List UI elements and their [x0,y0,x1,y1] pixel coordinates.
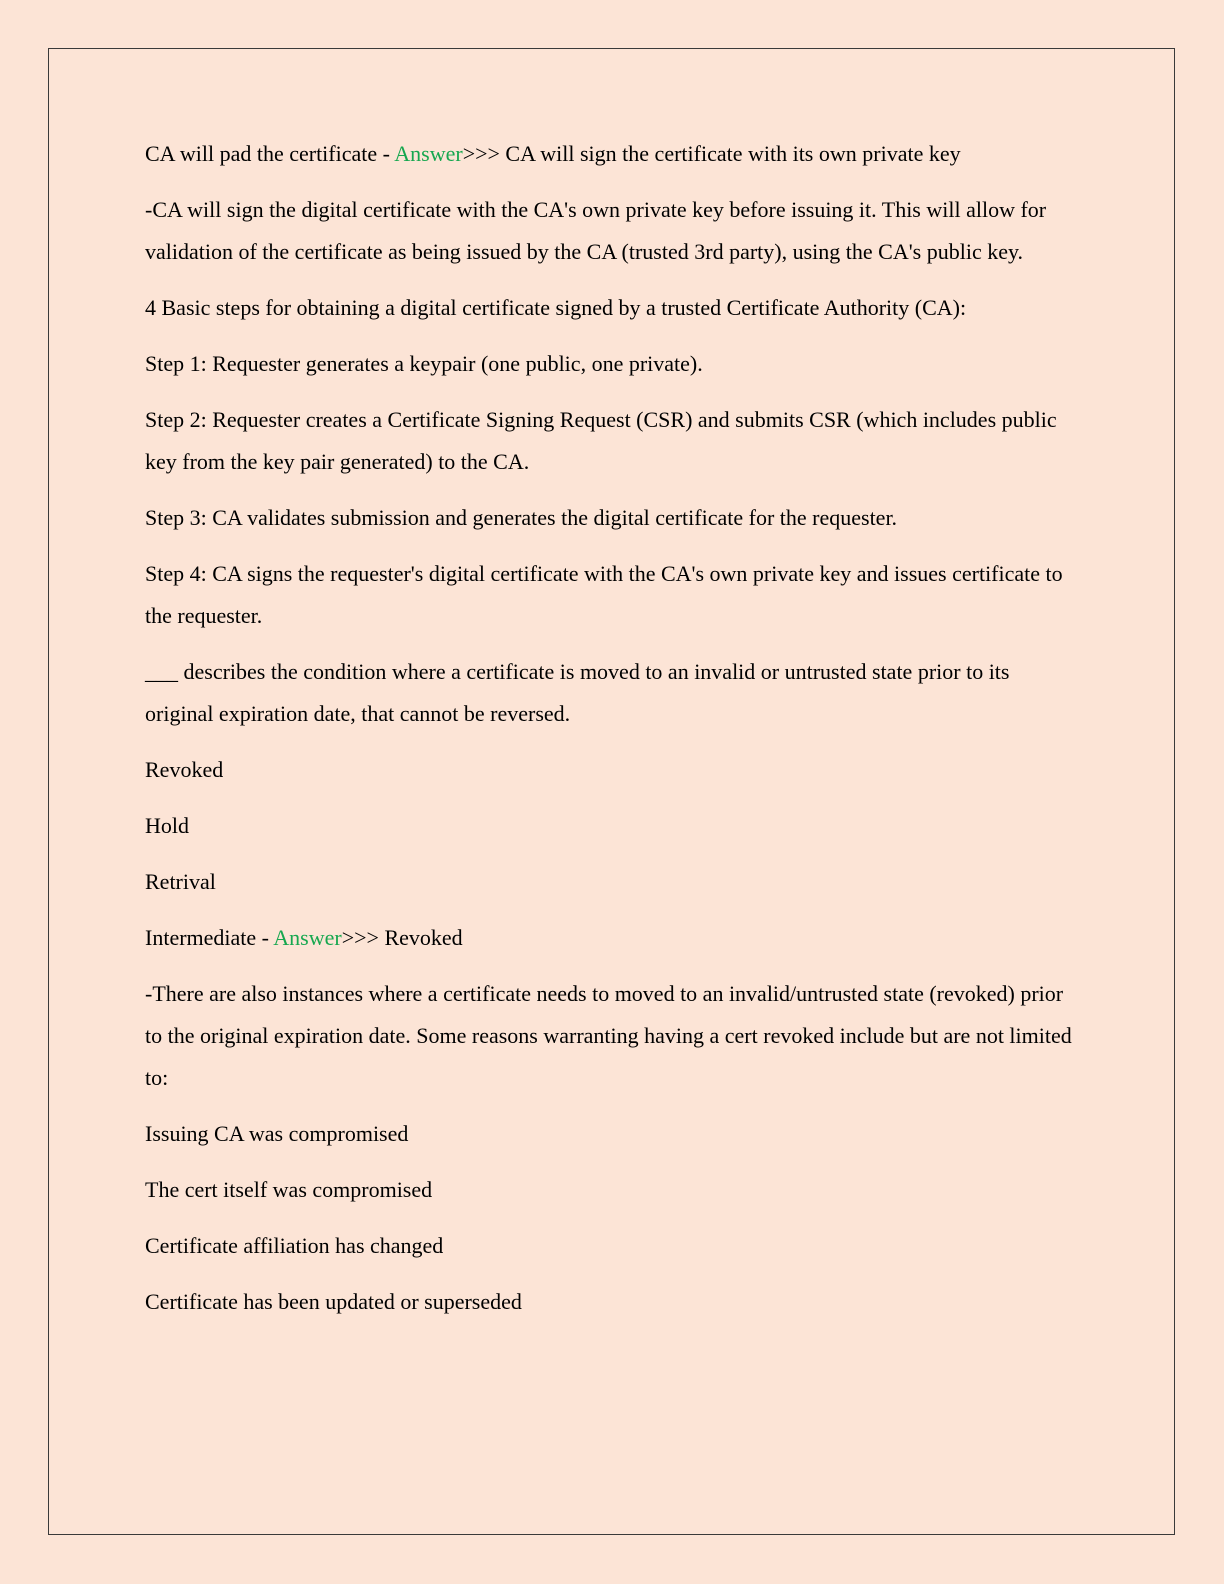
reason-text: Certificate affiliation has changed [145,1233,444,1258]
question-text: CA will pad the certificate - [145,141,395,166]
step-text: Step 3: CA validates submission and generates the digital certificate for the requester. [145,505,898,530]
reason-text: Certificate has been updated or superseded [145,1289,522,1314]
option-hold [145,805,1078,847]
option-text: Retrival [145,869,216,894]
question-revocation [145,651,1078,735]
option-text: Hold [145,813,189,838]
reason-text: The cert itself was compromised [145,1177,433,1202]
step-text: Step 2: Requester creates a Certificate Signing Request (CSR) and submits CSR (which includes public key from the key pair generated) to the CA. [145,407,1057,474]
option-text: Revoked [145,757,224,782]
step-text: Step 1: Requester generates a keypair (one public, one private). [145,351,703,376]
question-text: ___ describes the condition where a certificate is moved to an invalid or untrusted state prior to its original expiration date, that cannot be reversed. [145,659,1010,726]
reason-text: Issuing CA was compromised [145,1121,409,1146]
reason-issuing-ca-compromised [145,1113,1078,1155]
step-1-line [145,343,1078,385]
step-3-line [145,497,1078,539]
reason-cert-superseded [145,1281,1078,1323]
step-2-line [145,399,1078,483]
explanation-ca-signing [145,189,1078,273]
qa-line-revoked [145,917,1078,959]
reason-cert-compromised [145,1169,1078,1211]
step-text: Step 4: CA signs the requester's digital certificate with the CA's own private key and issues certificate to the requester. [145,561,1063,628]
explanation-text: -CA will sign the digital certificate with the CA's own private key before issuing it. This will allow for validation of the certificate as being issued by the CA (trusted 3rd party), using the CA's public key. [145,197,1047,264]
answer-label: Answer [273,925,342,950]
reason-affiliation-changed [145,1225,1078,1267]
document-content [49,49,1174,1323]
option-revoked [145,749,1078,791]
heading-text: 4 Basic steps for obtaining a digital certificate signed by a trusted Certificate Authority (CA): [145,295,967,320]
page-border-frame [48,48,1175,1535]
option-text: Intermediate - [145,925,274,950]
answer-text: >>> Revoked [341,925,463,950]
qa-line-ca-signing [145,133,1078,175]
step-4-line [145,553,1078,637]
explanation-revocation [145,973,1078,1099]
answer-text: >>> CA will sign the certificate with its own private key [462,141,961,166]
heading-basic-steps [145,287,1078,329]
option-retrival [145,861,1078,903]
answer-label: Answer [394,141,463,166]
explanation-text: -There are also instances where a certificate needs to moved to an invalid/untrusted state (revoked) prior to the original expiration date. Some reasons warranting having a cert revoked include but are not limited to: [145,981,1072,1090]
